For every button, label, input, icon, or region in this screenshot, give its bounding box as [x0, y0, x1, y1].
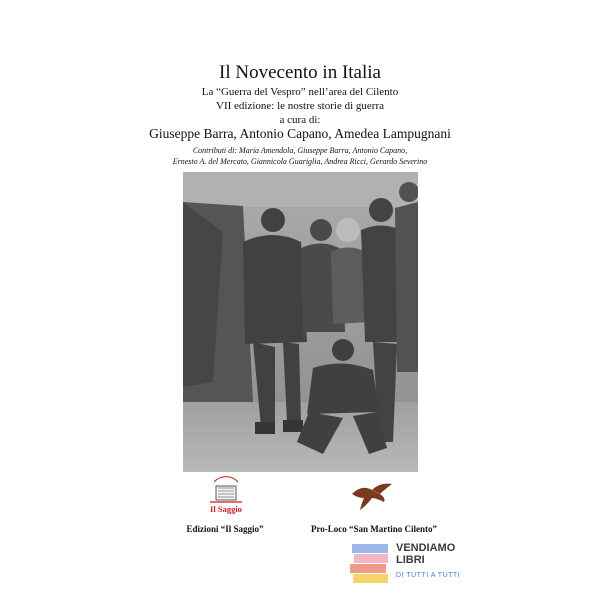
book-stack-icon	[350, 542, 390, 584]
watermark-word-2: LIBRI	[396, 554, 425, 566]
contributors-line-1: Contributi di: Maria Amendola, Giuseppe Barra, Antonio Capano,	[192, 146, 408, 155]
editors-line: Giuseppe Barra, Antonio Capano, Amedea Lampugnani	[149, 126, 451, 141]
editor-intro: a cura di:	[279, 114, 321, 126]
contributors-line-2: Ernesto A. del Mercato, Giannicola Guariglia, Andrea Ricci, Gerardo Severino	[172, 157, 428, 166]
watermark-tagline: DI TUTTI A TUTTI	[396, 572, 461, 579]
vendiamo-libri-watermark	[350, 540, 470, 586]
cover-photo	[183, 172, 418, 472]
soldiers-photo	[183, 172, 418, 472]
publisher-name: Edizioni “Il Saggio”	[186, 524, 264, 534]
il-saggio-logo-text: Il Saggio	[210, 504, 242, 514]
proloco-name: Pro-Loco “San Martino Cilento”	[310, 524, 438, 534]
bird-icon	[350, 480, 394, 512]
watermark-word-1: VENDIAMO	[396, 542, 456, 554]
book-title: Il Novecento in Italia	[219, 62, 381, 83]
edition-line: VII edizione: le nostre storie di guerra	[216, 100, 384, 112]
book-subtitle: La “Guerra del Vespro” nell’area del Cilento	[201, 86, 399, 98]
